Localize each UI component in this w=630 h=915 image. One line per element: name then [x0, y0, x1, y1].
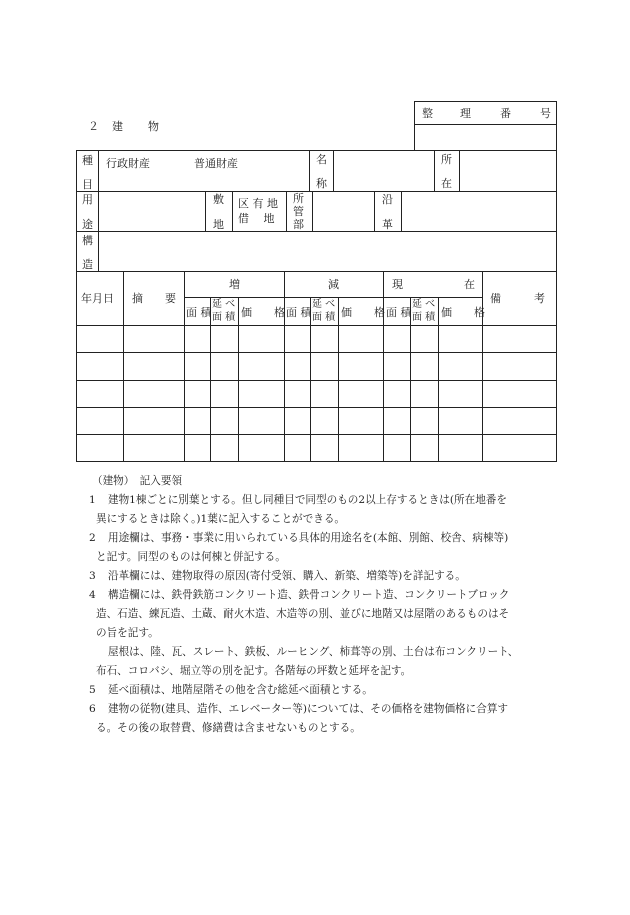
note-line: 異にするときは除く。)1葉に記入することができる。	[96, 513, 346, 525]
label-shiki: 敷	[213, 193, 224, 206]
note-line: 造、石造、練瓦造、土蔵、耐火木造、木造等の別、並びに地階又は屋階のあるものはそ	[96, 608, 510, 620]
label-you: 用	[82, 193, 93, 206]
label-kankatsu-2: 管	[293, 205, 304, 218]
dec-floor-1: 延 べ	[312, 299, 336, 310]
label-shakuchi: 借 地	[238, 212, 275, 225]
note-num: 3	[89, 570, 96, 582]
inc-price: 価 格	[241, 306, 285, 319]
seiri-label-4: 号	[540, 107, 551, 120]
inc-area: 面 積	[186, 306, 212, 319]
shu-value: 行政財産 普通財産	[106, 157, 238, 170]
note-line: 構造欄には、鉄骨鉄筋コンクリート造、鉄骨コンクリート造、コンクリートブロック	[108, 589, 510, 601]
instructions	[82, 472, 562, 738]
cur-area: 面 積	[386, 306, 412, 319]
note-num: 6	[89, 703, 96, 715]
label-mei: 名	[316, 153, 327, 166]
note-line: 延べ面積は、地階屋階その他を含む総延べ面積とする。	[108, 684, 373, 696]
cur-floor-2: 面 積	[412, 312, 436, 323]
label-moku: 目	[82, 178, 93, 191]
note-line: 屋根は、陸、瓦、スレート、鉄板、ルーヒング、柿葺等の別、土台は布コンクリート、	[108, 646, 519, 658]
note-line: 用途欄は、事務・事業に用いられている具体的用途名を(本館、別館、校舎、病棟等)	[108, 532, 509, 544]
note-line: の旨を記す。	[96, 627, 159, 639]
label-sho-zai-1: 所	[441, 153, 452, 166]
inc-floor-1: 延 べ	[212, 299, 236, 310]
note-line: 沿革欄には、建物取得の原因(寄付受領、購入、新築、増築等)を詳記する。	[108, 570, 466, 582]
seiri-label-3: 番	[500, 107, 511, 120]
label-kuyuchi: 区 有 地	[238, 197, 278, 210]
note-line: る。その後の取替費、修繕費は含ませないものとする。	[96, 722, 361, 734]
note-num: 2	[89, 532, 96, 544]
label-sho: 称	[316, 177, 327, 190]
inc-floor-2: 面 積	[212, 312, 236, 323]
label-sho-zai-2: 在	[441, 177, 452, 190]
cur-price: 価 格	[441, 306, 485, 319]
label-to: 途	[82, 218, 93, 231]
dec-area: 面 積	[286, 306, 312, 319]
note-line: 布石、コロバシ、堀立等の別を記す。各階毎の坪数と延坪を記す。	[96, 665, 412, 677]
note-num: 5	[89, 684, 96, 696]
label-chi: 地	[213, 218, 224, 231]
group-decrease: 減	[328, 278, 339, 291]
dec-price: 価 格	[341, 306, 385, 319]
col-date: 年月日	[81, 292, 114, 305]
seiri-label-2: 理	[460, 107, 471, 120]
dec-floor-2: 面 積	[312, 312, 336, 323]
group-current-1: 現	[392, 278, 403, 291]
cur-floor-1: 延 べ	[412, 299, 436, 310]
section-title: ２ 建 物	[88, 120, 160, 133]
label-kaku: 革	[382, 218, 393, 231]
group-current-2: 在	[464, 278, 475, 291]
note-line: と記す。同型のものは何棟と併記する。	[96, 551, 286, 563]
col-summary: 摘 要	[132, 292, 176, 305]
note-num: 4	[89, 589, 96, 601]
label-en: 沿	[382, 193, 393, 206]
label-zou: 造	[82, 258, 93, 271]
note-line: 建物の従物(建具、造作、エレベーター等)については、その価格を建物価格に合算す	[108, 703, 509, 715]
label-kankatsu-3: 部	[293, 218, 304, 231]
label-shu: 種	[82, 154, 93, 167]
group-increase: 増	[229, 278, 240, 291]
label-kou: 構	[82, 234, 93, 247]
note-line: 建物1棟ごとに別葉とする。但し同種目で同型のもの2以上存するときは(所在地番を	[108, 494, 507, 506]
note-num: 1	[89, 494, 96, 506]
col-remarks: 備 考	[490, 292, 545, 305]
notes-heading: （建物） 記入要領	[92, 475, 183, 487]
seiri-label-1: 整	[422, 107, 433, 120]
label-kankatsu-1: 所	[293, 192, 304, 205]
